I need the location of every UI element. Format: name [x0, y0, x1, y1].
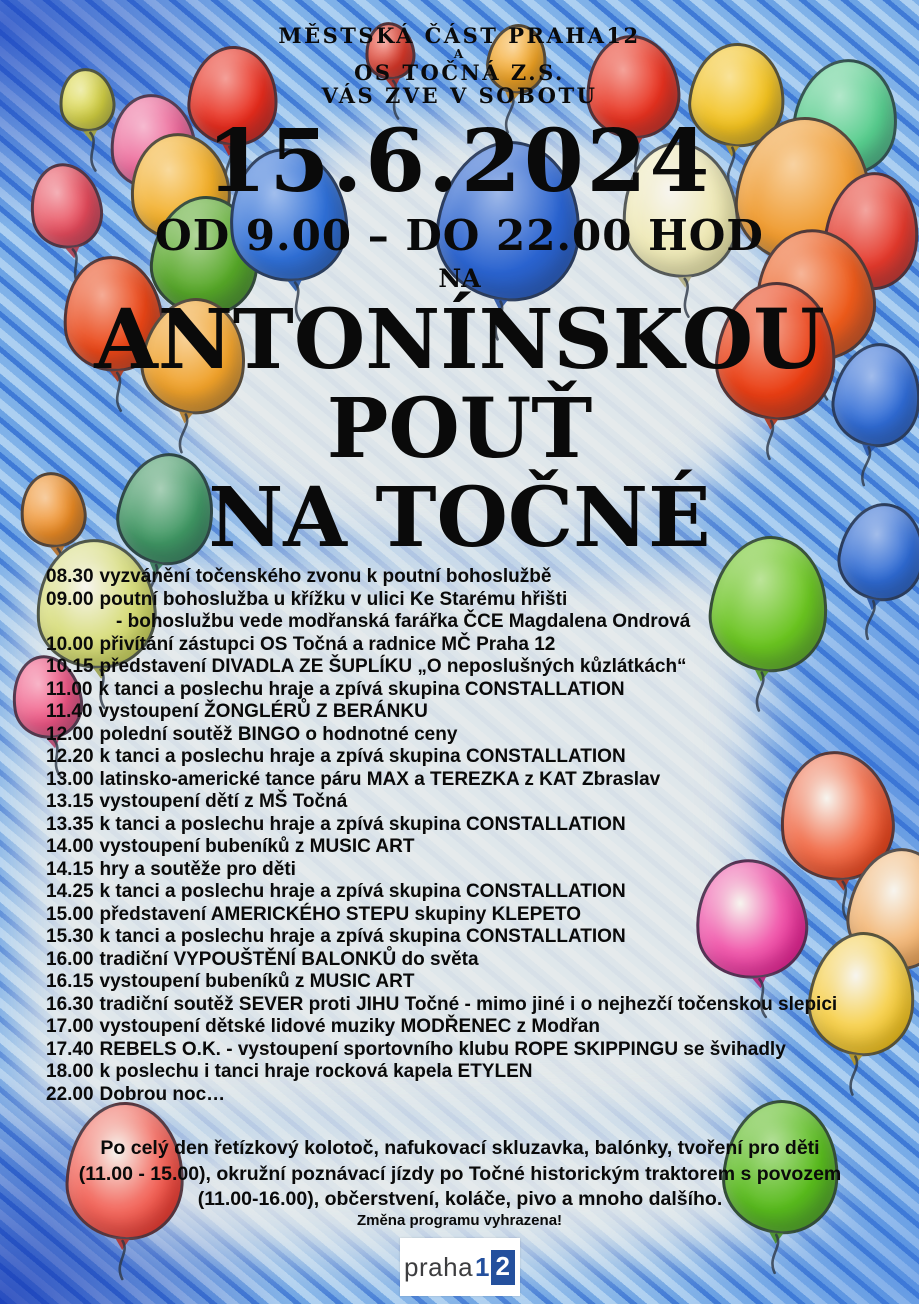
disclaimer: Změna programu vyhrazena! — [356, 1212, 563, 1229]
schedule-row — [46, 701, 906, 724]
footer-info — [50, 1136, 870, 1213]
praha12-logo — [400, 1238, 520, 1296]
logo-digit-1: 1 — [475, 1251, 490, 1282]
schedule-time: 08.30 — [46, 566, 94, 587]
schedule-text: představení DIVADLA ZE ŠUPLÍKU „O neposlušných kůzlátkách“ — [99, 656, 687, 677]
schedule-time: 11.40 — [46, 701, 93, 722]
schedule-text: vystoupení ŽONGLÉRŮ Z BERÁNKU — [98, 701, 428, 722]
schedule-row — [46, 926, 906, 949]
title-line-3: NA TOČNÉ — [208, 470, 711, 566]
event-title — [0, 292, 919, 566]
organizer-and: A — [453, 47, 466, 61]
schedule-time: 09.00 — [46, 588, 94, 610]
schedule-time: 18.00 — [46, 1061, 94, 1082]
schedule-row — [46, 746, 906, 769]
schedule-row — [46, 1084, 906, 1107]
schedule-time: 10.00 — [46, 633, 94, 655]
schedule-row — [46, 724, 906, 747]
schedule-text: k poslechu i tanci hraje rocková kapela ETYLEN — [99, 1061, 533, 1082]
schedule-time: 15.30 — [46, 926, 94, 947]
schedule-time: 14.25 — [46, 881, 94, 902]
preposition-na: NA — [438, 264, 481, 293]
schedule-text: představení AMERICKÉHO STEPU skupiny KLEPETO — [99, 903, 581, 925]
schedule-time: 16.15 — [46, 971, 94, 992]
schedule-row — [46, 656, 906, 679]
schedule-text: Dobrou noc… — [99, 1083, 226, 1105]
schedule-time: 11.00 — [46, 678, 93, 700]
schedule-text: přivítání zástupci OS Točná a radnice MČ Praha 12 — [99, 633, 556, 655]
schedule-text: polední soutěž BINGO o hodnotné ceny — [99, 723, 458, 745]
schedule-row — [46, 904, 906, 927]
schedule-text: REBELS O.K. - vystoupení sportovního klubu ROPE SKIPPINGU se švihadly — [99, 1038, 786, 1060]
schedule-time: 14.00 — [46, 836, 94, 857]
schedule-row — [46, 971, 906, 994]
schedule-time: 16.00 — [46, 948, 94, 970]
event-time-range: OD 9.00 – DO 22.00 HOD — [155, 211, 764, 260]
schedule-row — [46, 1016, 906, 1039]
logo-text-praha: praha — [404, 1251, 474, 1282]
footer-line: Po celý den řetízkový kolotoč, nafukovací skluzavka, balónky, tvoření pro děti — [100, 1137, 820, 1159]
schedule-text: hry a soutěže pro děti — [99, 858, 296, 880]
schedule-text: latinsko-americké tance páru MAX a TEREZKA z KAT Zbraslav — [99, 768, 661, 790]
schedule-row — [46, 791, 906, 814]
invitation-line: VÁS ZVE V SOBOTU — [321, 83, 598, 108]
schedule-time: 22.00 — [46, 1083, 94, 1105]
schedule-time: 13.15 — [46, 791, 94, 812]
title-line-1: ANTONÍNSKOU — [94, 292, 825, 388]
schedule-time: 13.35 — [46, 813, 94, 835]
footer-line: (11.00-16.00), občerstvení, koláče, pivo a mnoho dalšího. — [197, 1188, 723, 1210]
schedule-time: 10.15 — [46, 656, 94, 677]
schedule-row — [46, 949, 906, 972]
schedule-row — [46, 1061, 906, 1084]
schedule-time: 12.20 — [46, 746, 94, 767]
schedule-text: vystoupení bubeníků z MUSIC ART — [99, 836, 415, 857]
schedule-time: 14.15 — [46, 858, 94, 880]
schedule-text: tradiční VYPOUŠTĚNÍ BALONKŮ do světa — [99, 948, 479, 970]
schedule-row — [46, 994, 906, 1017]
schedule-text: k tanci a poslechu hraje a zpívá skupina CONSTALLATION — [99, 813, 626, 835]
schedule-time: 17.00 — [46, 1016, 94, 1037]
schedule-text: - bohoslužbu vede modřanská farářka ČCE Magdalena Ondrová — [116, 611, 691, 632]
schedule-row — [46, 679, 906, 702]
schedule-text: vystoupení dětí z MŠ Točná — [99, 791, 348, 812]
schedule-text: k tanci a poslechu hraje a zpívá skupina CONSTALLATION — [99, 881, 626, 902]
schedule-text: tradiční soutěž SEVER proti JIHU Točné - mimo jiné i o nejhezčí točenskou slepici — [99, 993, 838, 1015]
organizer-line-2: OS TOČNÁ Z.S. — [354, 60, 565, 85]
schedule-row — [46, 611, 906, 634]
schedule-row — [46, 566, 906, 589]
schedule-row — [46, 859, 906, 882]
schedule-text: vystoupení bubeníků z MUSIC ART — [99, 971, 415, 992]
schedule-row — [46, 634, 906, 657]
schedule-text: vyzvánění točenského zvonu k poutní bohoslužbě — [99, 566, 552, 587]
schedule-row — [46, 814, 906, 837]
schedule-text: poutní bohoslužba u křížku v ulici Ke Starému hřišti — [99, 588, 568, 610]
schedule-row — [46, 769, 906, 792]
schedule-time: 16.30 — [46, 993, 94, 1015]
event-date: 15.6.2024 — [206, 111, 713, 212]
schedule-text: k tanci a poslechu hraje a zpívá skupina CONSTALLATION — [98, 678, 625, 700]
poster-header — [0, 24, 919, 107]
schedule-row — [46, 1039, 906, 1062]
logo-digit-2: 2 — [491, 1250, 515, 1285]
schedule-row — [46, 881, 906, 904]
schedule-row — [46, 836, 906, 859]
schedule-list — [46, 566, 906, 1106]
schedule-time: 13.00 — [46, 768, 94, 790]
schedule-text: k tanci a poslechu hraje a zpívá skupina CONSTALLATION — [99, 926, 626, 947]
schedule-row — [46, 589, 906, 612]
schedule-text: k tanci a poslechu hraje a zpívá skupina CONSTALLATION — [99, 746, 626, 767]
footer-line: (11.00 - 15.00), okružní poznávací jízdy po Točné historickým traktorem s povozem — [78, 1162, 842, 1185]
schedule-time: 12.00 — [46, 723, 94, 745]
organizer-line-1: MĚSTSKÁ ČÁST PRAHA12 — [278, 23, 641, 48]
schedule-time: 15.00 — [46, 903, 94, 925]
schedule-time: 17.40 — [46, 1038, 94, 1060]
title-line-2: POUŤ — [326, 381, 593, 477]
schedule-text: vystoupení dětské lidové muziky MODŘENEC z Modřan — [99, 1016, 600, 1037]
